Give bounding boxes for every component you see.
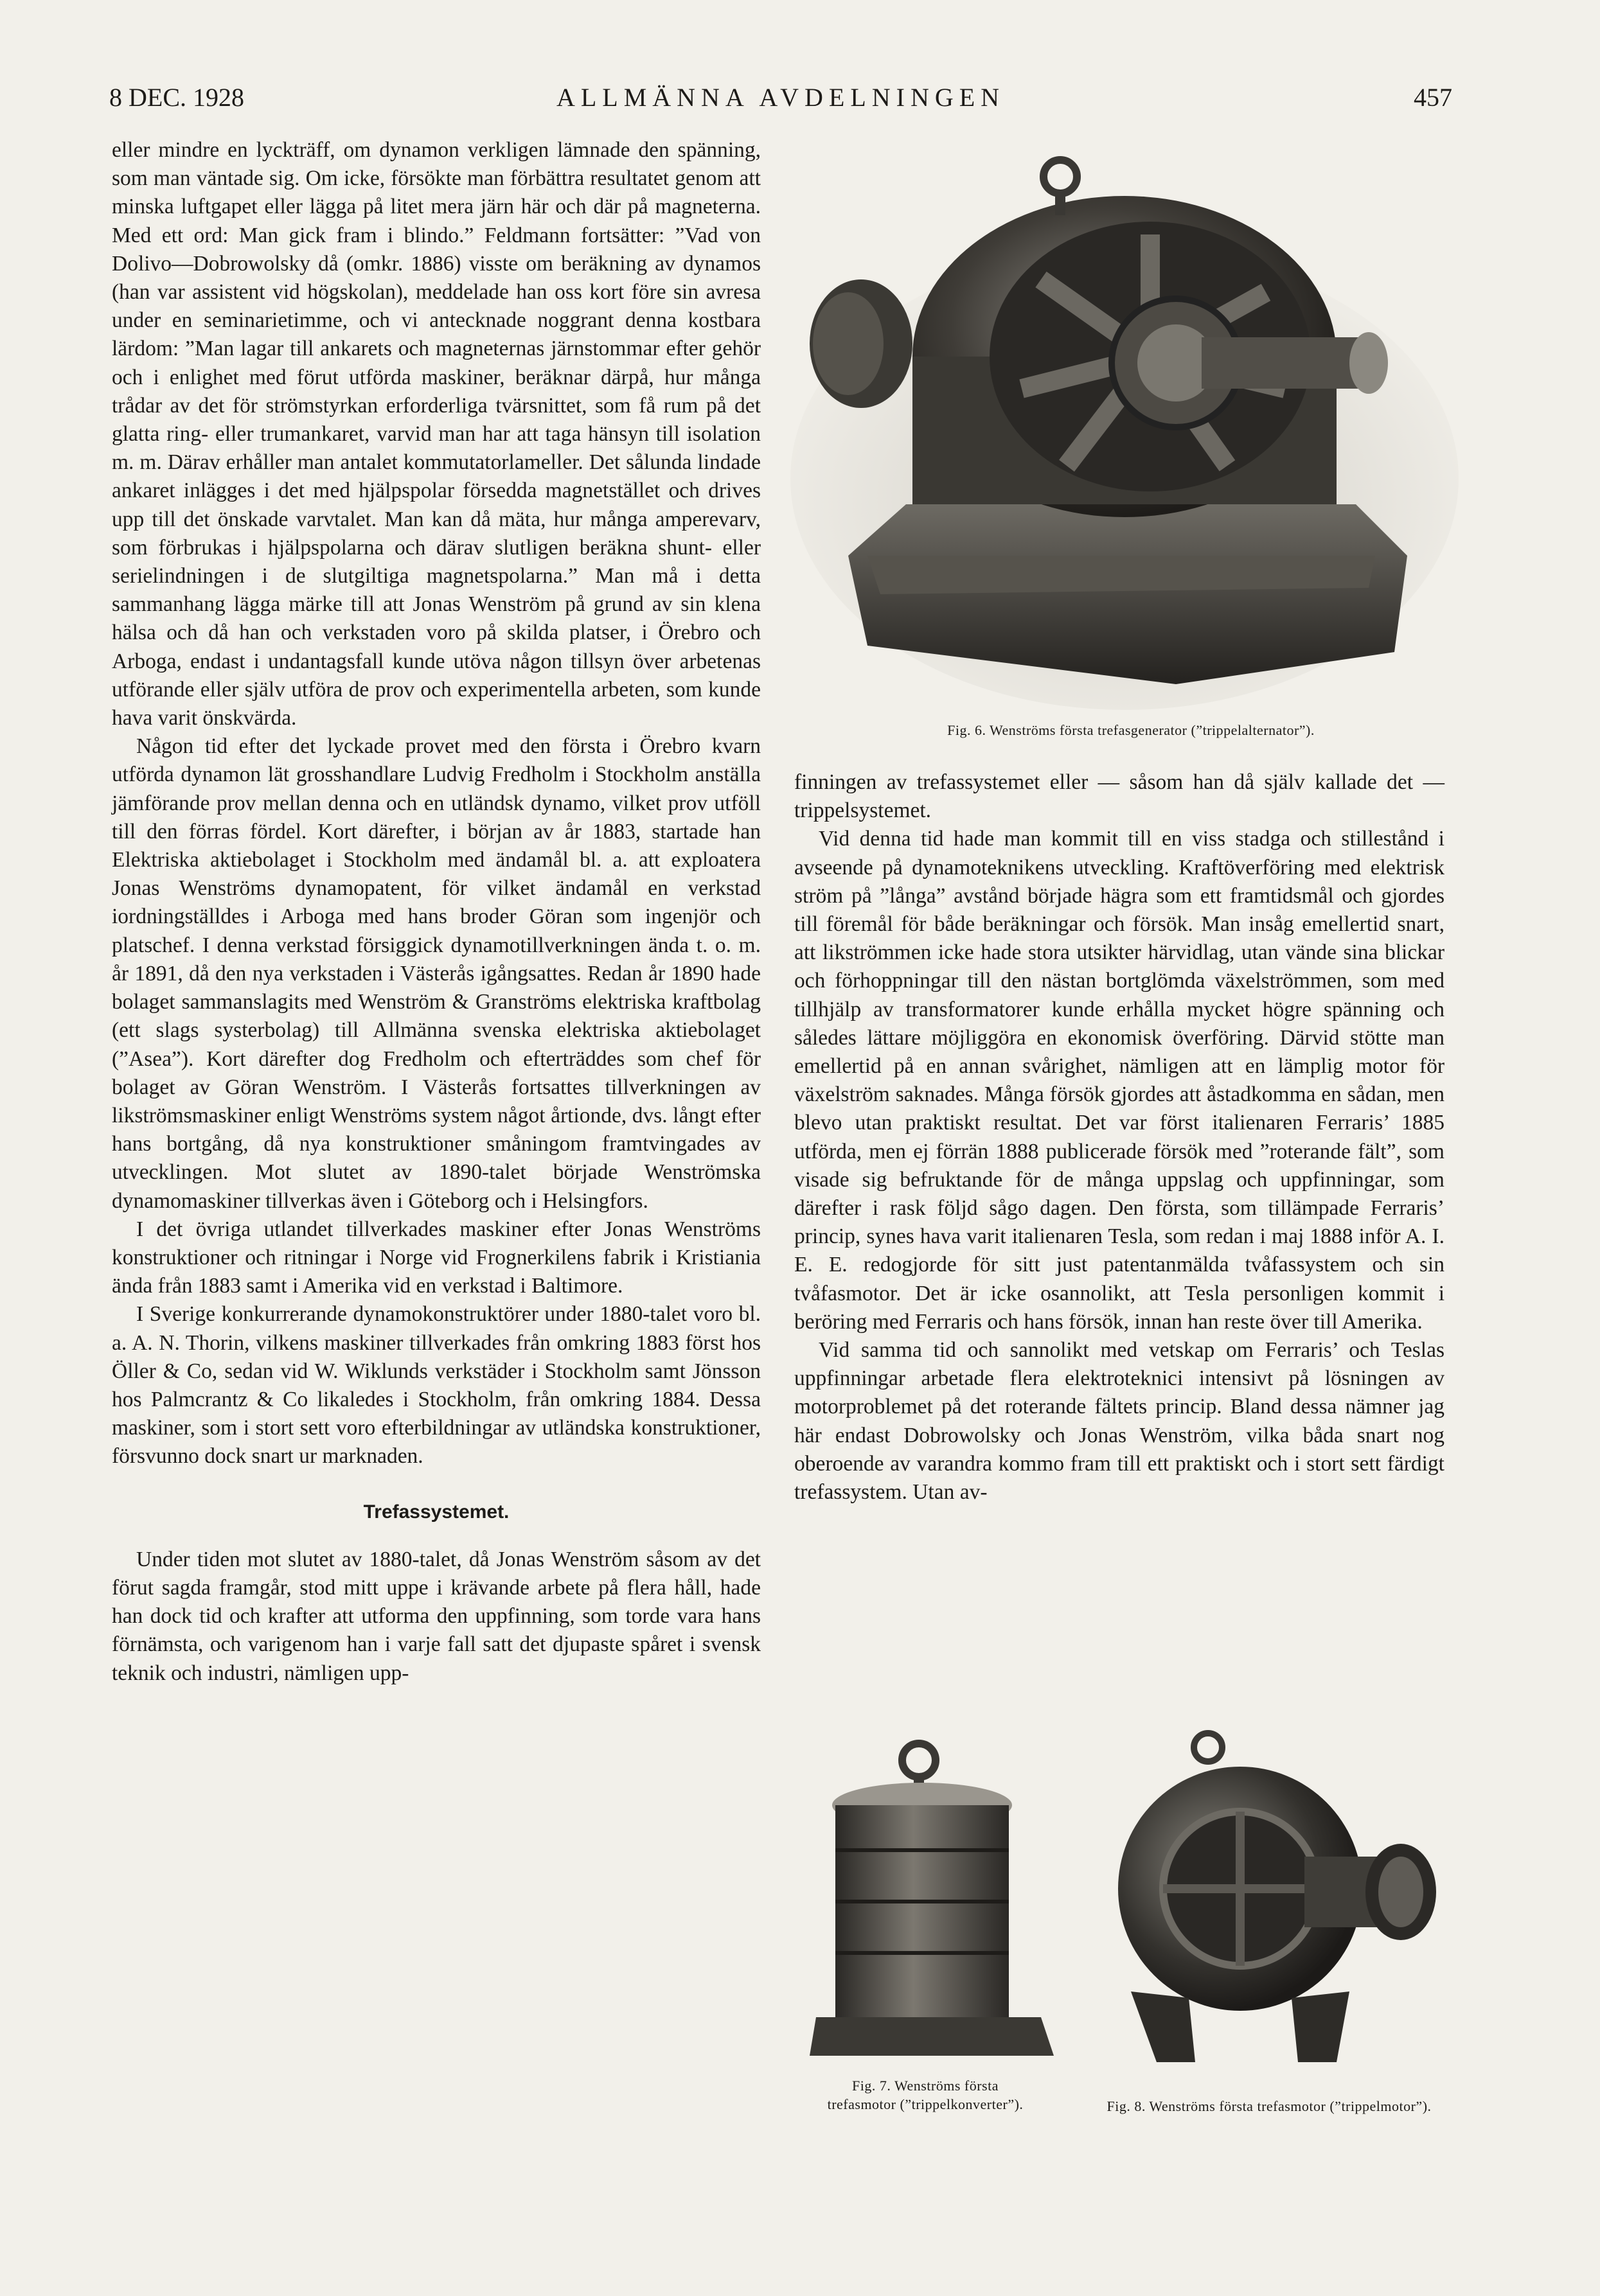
left-paragraph-5: Under tiden mot slutet av 1880-talet, då Jonas Wenström såsom av det förut sagda framgår, stod mitt uppe i krävande arbete på flera håll, hade han dock tid och krafter att utforma den uppfinning, som torde vara hans förnämsta, och varigenom han i varje fall satt det djupaste spåret i svensk teknik och industri, nämligen upp- (112, 1547, 761, 1685)
fig8-motor-image (1086, 1728, 1446, 2069)
page-number: 457 (1414, 83, 1452, 112)
left-paragraph-1: eller mindre en lyckträff, om dynamon verkligen lämnade den spänning, som man väntade sig. Om icke, försökte man förbättra resultatet genom att minska luftgapet eller lägga på litet mera järn här och där på magneterna. Med ett ord: Man gick fram i blindo.” Feldmann fortsätter: ”Vad von Dolivo—Dobrowolsky då (omkr. 1886) visste om beräkning av dynamos (han var assistent vid högskolan), meddelade han oss kort före sin avresa under en seminarietimme, och vi antecknade noggrant denna kostbara lärdom: ”Man lagar till ankarets och magneternas järnstommar efter gehör och i enlighet med förut utförda maskiner, beräknar därpå, hur många trådar av det för strömstyrkan erforderliga tvärsnittet, som få rum på det glatta ring- eller trumankaret, varvid man har att taga hänsyn till isolation m. m. Därav erhåller man antalet kommutatorlameller. Det sålunda lindade ankaret inlägges i det med hjälpspolar försedda magnetstället och drives upp till det önskade varvtalet. Man kan då mäta, hur många amperevarv, som förbrukas i hjälpspolarna och därav slutligen beräkna shunt- eller serielindningen i de slutgiltiga magnetspolarna.” Man må i detta sammanhang lägga märke till att Jonas Wenström på grund av sin klena hälsa och då han och verkstaden voro på skilda platser, i Örebro och Arboga, endast i undantagsfall kunde utöva någon tillsyn över arbetenas utförande eller själv utföra de prov och experimentella arbeten, som kunde hava varit önskvärda. (112, 138, 761, 730)
header-section-title: ALLMÄNNA AVDELNINGEN (556, 83, 1006, 112)
header-date: 8 DEC. 1928 (109, 83, 244, 112)
left-paragraph-4: I Sverige konkurrerande dynamokonstruktörer under 1880-talet voro bl. a. A. N. Thorin, vilkens maskiner tillverkades från omkring 1883 först hos Öller & Co, sedan vid W. Wiklunds verkstäder i Stockholm samt Jönsson hos Palmcrantz & Co likaledes i Stockholm, från omkring 1884. Dessa maskiner, som i stort sett voro efterbildningar av utländska konstruktioner, försvunno dock snart ur marknaden. (112, 1302, 761, 1469)
right-paragraph-2: Vid denna tid hade man kommit till en viss stadga och stillestånd i avseende på dynamoteknikens utveckling. Kraftöverföring med elektrisk ström på ”långa” avstånd började hägra som ett framtidsmål och gjordes till föremål för både beräkningar och försök. Man insåg emellertid snart, att likströmmen icke hade stora utsikter härvidlag, utan vände sina blickar och förhoppningar till den nästan bortglömda växelströmmen, som med tillhjälp av transformatorer kunde erhålla mycket högre spänning och således lättare möjliggöra en ekonomisk överföring. Därvid stötte man emellertid på en annan svårighet, nämligen att en lämplig motor för växelström saknades. Många försök gjordes att åstadkomma en sådan, men blevo utan praktiskt resultat. Det var först italienaren Ferraris’ 1885 utförda, men ej förrän 1888 publicerade försök med ”roterande fält”, som visade sig befruktande för de många uppslag och uppfinningar, som därefter i rask följd sågo dagen. Den första, som tillämpade Ferraris’ princip, synes hava varit italienaren Tesla, som redan i maj 1888 inför A. I. E. E. redogjorde för sitt just patentanmälda tvåfassystem och sin tvåfasmotor. Det är icke osannolikt, att Tesla personligen kommit i beröring med Ferraris och hans försök, innan han reste över till Amerika. (794, 827, 1444, 1334)
section-heading: Trefassystemet. (363, 1501, 510, 1523)
fig6-caption: Fig. 6. Wenströms första trefasgenerator (”trippelalternator”). (947, 722, 1315, 738)
fig8-caption: Fig. 8. Wenströms första trefasmotor (”trippelmotor”). (1107, 2098, 1432, 2114)
fig6-generator-image (790, 145, 1465, 716)
right-paragraph-3: Vid samma tid och sannolikt med vetskap om Ferraris’ och Teslas uppfinningar arbetade flera elektroteknici intensivt på lösningen av motorproblemet på det roterande fältets princip. Bland dessa nämner jag här endast Dobrowolsky och Jonas Wenström, vilka båda snart nog oberoende av varandra kommo fram till ett praktiskt och i stort sett färdigt trefassystem. Utan av- (794, 1338, 1444, 1505)
right-column (794, 768, 1444, 1506)
left-paragraph-2: Någon tid efter det lyckade provet med den första i Örebro kvarn utförda dynamon lät grosshandlare Ludvig Fredholm i Stockholm anställa jämförande prov mellan denna och en utländsk dynamo, vilket prov utföll till den förras fördel. Kort därefter, i början av år 1883, startade han Elektriska aktiebolaget i Stockholm med ändamål bl. a. att exploatera Jonas Wenströms dynamopatent, för vilket ändamål en verkstad iordningställdes i Arboga med hans broder Göran som ingenjör och platschef. I denna verkstad försiggick dynamotillverkningen ända t. o. m. år 1891, då den nya verkstaden i Västerås igångsattes. Redan år 1890 hade bolaget sammanslagits med Wenström & Granströms elektriska kraftbolag (ett slags systerbolag) till Allmänna svenska elektriska aktiebolaget (”Asea”). Kort därefter dog Fredholm och efterträddes som chef för bolaget av Göran Wenström. I Västerås fortsattes tillverkningen av likströmsmaskiner enligt Wenströms system något årtionde, dvs. långt efter hans bortgång, då nya konstruktioner småningom framtvingades av utvecklingen. Mot slutet av 1890-talet började Wenströmska dynamomaskiner tillverkas även i Göteborg och i Helsingfors. (112, 734, 761, 1213)
fig7-caption: Fig. 7. Wenströms första trefasmotor (”trippelkonverter”). (827, 2078, 1024, 2112)
right-paragraph-1: finningen av trefassystemet eller — såsom han då själv kallade det — trippelsystemet. (794, 770, 1444, 823)
left-column (112, 136, 761, 1688)
left-paragraph-3: I det övriga utlandet tillverkades maskiner efter Jonas Wenströms konstruktioner och ritningar i Norge vid Frognerkilens fabrik i Kristiania ända från 1883 samt i Amerika vid en verkstad i Baltimore. (112, 1217, 761, 1298)
page-header (109, 76, 1452, 114)
fig7-converter-image (810, 1735, 1060, 2075)
